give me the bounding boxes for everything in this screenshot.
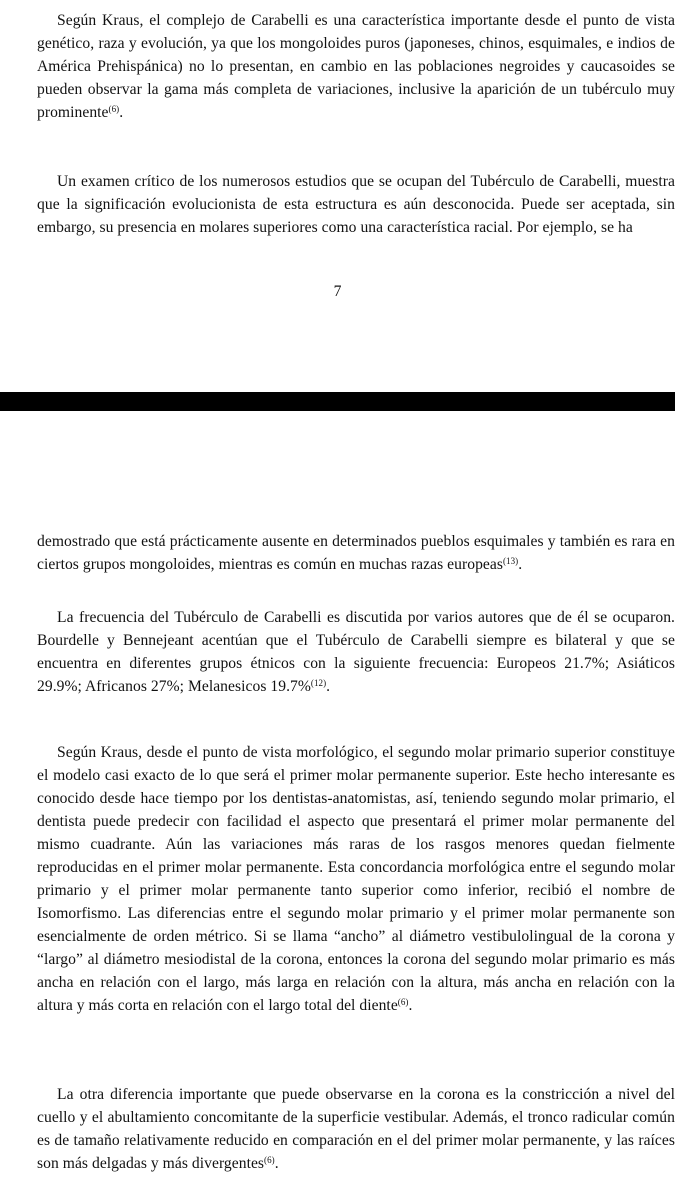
- paragraph-text: demostrado que está prácticamente ausente en determinados pueblos esquimales y también es rara en ciertos grupos mongoloides, mientras es común en muchas razas europeas: [37, 533, 675, 573]
- citation-reference: (12): [310, 678, 327, 688]
- citation-reference: (13): [502, 556, 519, 566]
- paragraph-text: La frecuencia del Tubérculo de Carabelli es discutida por varios autores que de él se ocuparon. Bourdelle y Bennejeant acentúan que el Tubérculo de Carabelli siempre es bilateral y que se encuentra en diferentes grupos étnicos con la siguiente frecuencia: Europeos 21.7%; Asiáticos 29.9%; Africanos 27%; Melanesicos 19.7%: [37, 609, 675, 695]
- page-number: 7: [333, 283, 342, 300]
- paragraph-isomorphism: [37, 741, 675, 1017]
- paragraph-carabelli-frequency: [37, 606, 675, 698]
- paragraph-end: .: [408, 997, 413, 1014]
- paragraph-text: Según Kraus, desde el punto de vista morfológico, el segundo molar primario superior constituye el modelo casi exacto de lo que será el primer molar permanente superior. Este hecho interesante es conocido desde hace tiempo por los dentistas-anatomistas, así, teniendo segundo molar primario, el dentista puede predecir con facilidad el aspecto que presentará el primer molar permanente del mismo cuadrante. Aún las variaciones más raras de los rasgos menores quedan fielmente reproducidas en el primer molar permanente. Esta concordancia morfológica entre el segundo molar primario y el primer molar permanente tanto superior como inferior, recibió el nombre de Isomorfismo. Las diferencias entre el segundo molar primario y el primer molar permanente son esencialmente de orden métrico. Si se llama “ancho” al diámetro vestibulolingual de la corona y “largo” al diámetro mesiodistal de la corona, entonces la corona del segundo molar primario es más ancha en relación con el largo, más larga en relación con la altura, más ancha en relación con la altura y más corta en relación con el largo total del diente: [37, 744, 675, 1014]
- paragraph-end: .: [326, 678, 331, 695]
- paragraph-continuation-eskimo: [37, 530, 675, 576]
- paragraph-end: .: [119, 104, 124, 121]
- paragraph-kraus-carabelli-complex: [37, 9, 675, 124]
- citation-reference: (6): [397, 997, 409, 1007]
- paragraph-end: .: [274, 1155, 279, 1172]
- citation-reference: (6): [108, 104, 120, 114]
- document-page-top: [0, 0, 675, 392]
- paragraph-crown-difference: [37, 1083, 675, 1175]
- paragraph-text: Un examen crítico de los numerosos estudios que se ocupan del Tubérculo de Carabelli, muestra que la significación evolucionista de esta estructura es aún desconocida. Puede ser aceptada, sin embargo, su presencia en molares superiores como una característica racial. Por ejemplo, se ha: [37, 173, 675, 236]
- paragraph-text: La otra diferencia importante que puede observarse en la corona es la constricción a nivel del cuello y el abultamiento concomitante de la superficie vestibular. Además, el tronco radicular común es de tamaño relativamente reducido en comparación en el del primer molar permanente, y las raíces son más delgadas y más divergentes: [37, 1086, 675, 1172]
- paragraph-end: .: [518, 556, 523, 573]
- paragraph-text: Según Kraus, el complejo de Carabelli es una característica importante desde el punto de vista genético, raza y evolución, ya que los mongoloides puros (japoneses, chinos, esquimales, e indios de América Prehispánica) no lo presentan, en cambio en las poblaciones negroides y caucasoides se pueden observar la gama más completa de variaciones, inclusive la aparición de un tubérculo muy prominente: [37, 12, 675, 121]
- page-separator: [0, 392, 675, 411]
- document-page-bottom: [0, 411, 675, 1200]
- citation-reference: (6): [264, 1155, 275, 1165]
- paragraph-critical-examination: [37, 170, 675, 239]
